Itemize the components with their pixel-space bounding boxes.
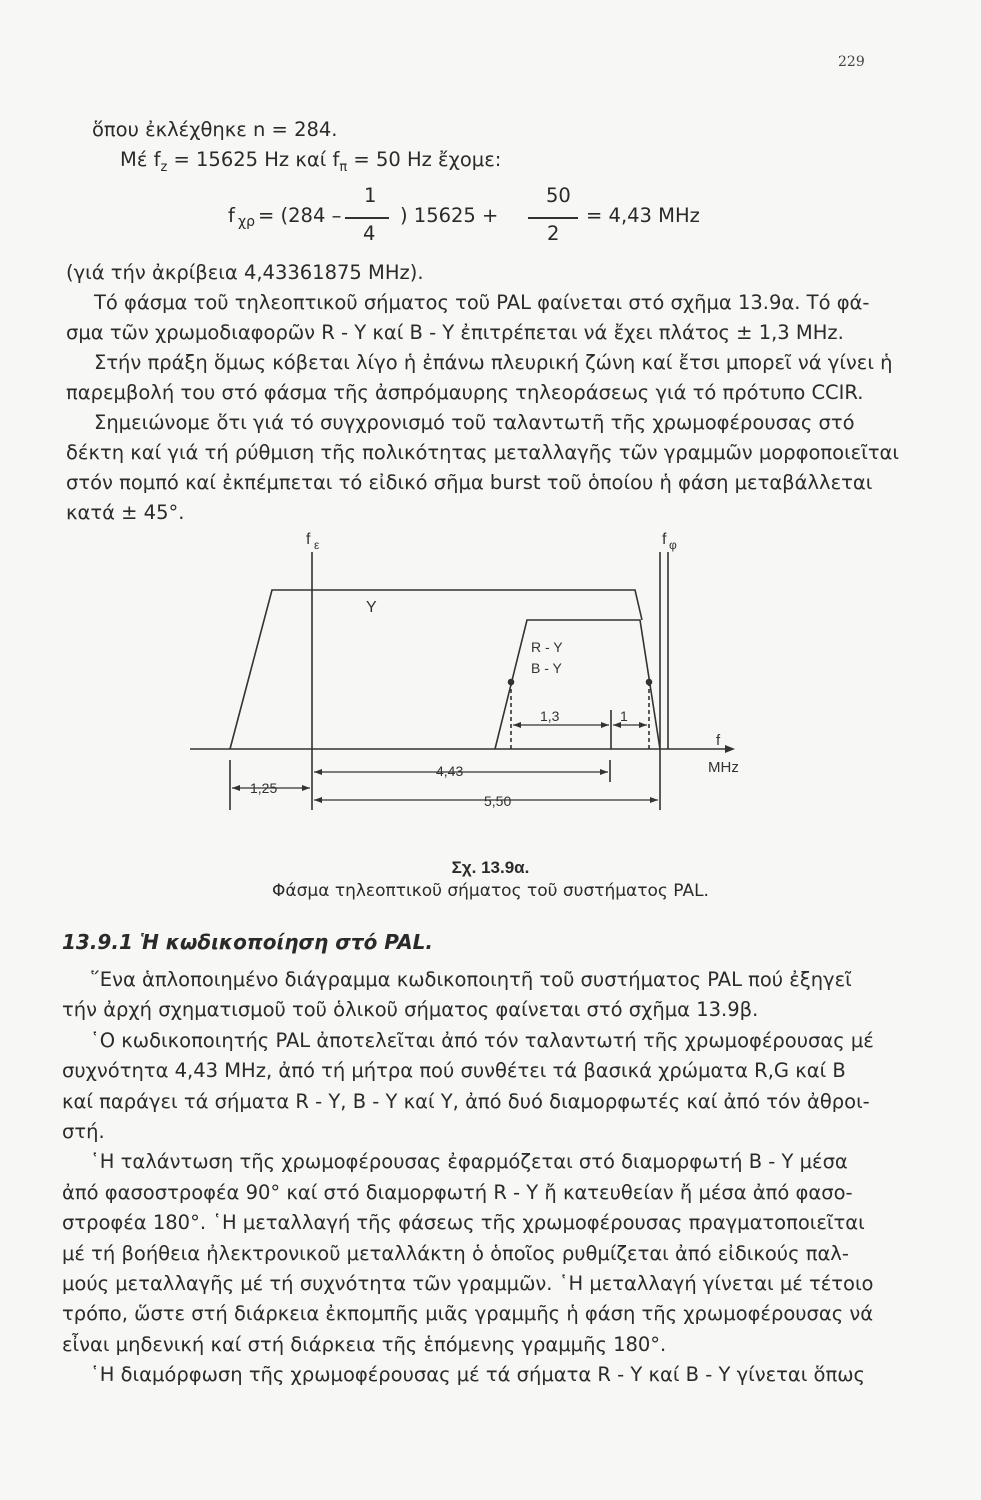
arrowhead [314, 769, 322, 775]
frac1-den: 4 [363, 222, 376, 245]
frac2-num: 50 [546, 184, 571, 207]
eq-open: = (284 – [258, 204, 342, 227]
text-line: ὅπου ἐκλέχθηκε n = 284. [92, 118, 338, 141]
frac2-den: 2 [547, 222, 560, 245]
text-line: τήν ἀρχή σχηματισμοῦ τοῦ ὁλικοῦ σήματος φαίνεται στό σχῆμα 13.9β. [62, 998, 759, 1022]
text-line: συχνότητα 4,43 MHz, ἀπό τή μήτρα πού συνθέτει τά βασικά χρώματα R,G καί B [62, 1059, 846, 1083]
text-line: μέ τή βοήθεια ἠλεκτρονικοῦ μεταλλάκτη ὁ ὁποῖος ρυθμίζεται ἀπό εἰδικούς παλ- [62, 1241, 849, 1265]
arrowhead [601, 722, 609, 728]
text-line: ῞Ενα ἁπλοποιημένο διάγραμμα κωδικοποιητῆ τοῦ συστήματος PAL πού ἐξηγεῖ [90, 968, 852, 991]
label-fe: f [306, 531, 311, 548]
text-line: στόν πομπό καί ἐκπέμπεται τό εἰδικό σῆμα burst τοῦ ὁποίου ἡ φάση μεταβάλλεται [66, 471, 873, 494]
text-line: κατά ± 45°. [66, 501, 185, 524]
arrowhead [639, 722, 647, 728]
arrowhead [600, 769, 608, 775]
label-1: 1 [620, 708, 628, 724]
axis-arrowhead [725, 745, 735, 753]
text-line: δέκτη καί γιά τή ρύθμιση τῆς πολικότητας μεταλλαγῆς τῶν γραμμῶν μορφοποιεῖται [66, 441, 900, 464]
text-line [92, 145, 900, 183]
label-5-50: 5,50 [484, 793, 512, 809]
eq-result: = 4,43 MHz [586, 204, 700, 227]
text-line: ἀπό φασοστροφέα 90° καί στό διαμορφωτή R - Y ἤ κατευθείαν ἤ μέσα ἀπό φασο- [62, 1180, 853, 1204]
frac2-line [528, 217, 578, 219]
section-heading: 13.9.1 Ἡ κωδικοποίηση στό PAL. [62, 930, 433, 954]
text-line: Σημειώνομε ὅτι γιά τό συγχρονισμό τοῦ ταλαντωτῆ τῆς χρωμοφέρουσας στό [94, 411, 855, 434]
eq-mid: ) 15625 + [400, 204, 499, 227]
text-fragment: Μέ $f_z = 15625$ Hz καί $f_\pi = 50$ Hz ἔχομε: [120, 148, 502, 175]
text-line: ῾Η διαμόρφωση τῆς χρωμοφέρουσας μέ τά σήματα R - Y καί B - Y γίνεται ὅπως [90, 1363, 865, 1387]
chroma-spectrum [495, 620, 660, 749]
label-r-y: R - Y [531, 639, 563, 655]
label-fe-sub: ε [314, 538, 320, 552]
label-fphi: f [662, 531, 667, 548]
text-line: στή. [62, 1120, 105, 1144]
text-line: παρεμβολή του στό φάσμα τῆς ἀσπρόμαυρης τηλεοράσεως γιά τό πρότυπο CCIR. [66, 381, 864, 404]
text-line: στροφέα 180°. ῾Η μεταλλαγή τῆς φάσεως τῆς χρωμοφέρουσας πραγματοποιεῖται [62, 1211, 865, 1235]
arrowhead [232, 785, 240, 791]
text-line: ῾Ο κωδικοποιητής PAL ἀποτελεῖται ἀπό τόν ταλαντωτή τῆς χρωμοφέρουσας μέ [90, 1028, 874, 1052]
equation [228, 180, 748, 250]
label-mhz: MHz [708, 759, 739, 776]
label-b-y: B - Y [531, 660, 562, 676]
label-4-43: 4,43 [436, 763, 464, 779]
arrowhead [513, 722, 521, 728]
frac1-num: 1 [364, 184, 377, 207]
arrowhead [302, 785, 310, 791]
arrowhead [650, 797, 658, 803]
paragraph-2 [62, 965, 900, 1391]
eq-lhs-sub: χρ [238, 214, 255, 230]
text-line: μούς μεταλλαγῆς μέ τή συχνότητα τῶν γραμμῶν. ῾Η μεταλλαγή γίνεται μέ τέτοιο [62, 1272, 874, 1296]
text-line: Τό φάσμα τοῦ τηλεοπτικοῦ σήματος τοῦ PAL φαίνεται στό σχῆμα 13.9α. Τό φά- [94, 291, 870, 314]
pal-spectrum-figure [190, 520, 770, 840]
label-f: f [716, 732, 721, 749]
page-number: 229 [838, 54, 865, 70]
text-line: (γιά τήν ἀκρίβεια 4,43361875 MHz). [66, 261, 424, 284]
text-line: τρόπο, ὥστε στή διάρκεια ἐκπομπῆς μιᾶς γραμμῆς ἡ φάση τῆς χρωμοφέρουσας νά [62, 1302, 874, 1326]
text-line: εἶναι μηδενική καί στή διάρκεια τῆς ἑπόμενης γραμμῆς 180°. [62, 1332, 667, 1356]
label-y: Y [366, 599, 377, 616]
label-1-25: 1,25 [250, 780, 278, 796]
text-line: καί παράγει τά σήματα R - Y, B - Y καί Y, ἀπό δυό διαμορφωτές καί ἀπό τόν ἀθροι- [62, 1089, 870, 1113]
label-fphi-sub: φ [669, 538, 677, 552]
figure-caption-title: Φάσμα τηλεοπτικοῦ σήματος τοῦ συστήματος PAL. [272, 881, 709, 901]
frac1-line [345, 217, 389, 219]
label-1-3: 1,3 [540, 708, 560, 724]
arrowhead [314, 797, 322, 803]
figure-caption-number: Σχ. 13.9α. [451, 858, 530, 877]
paragraph-1 [66, 258, 900, 528]
text-line: ῾Η ταλάντωση τῆς χρωμοφέρουσας ἐφαρμόζεται στό διαμορφωτή B - Y μέσα [90, 1150, 848, 1174]
text-line: Στήν πράξη ὅμως κόβεται λίγο ἡ ἐπάνω πλευρική ζώνη καί ἔτσι μπορεῖ νά γίνει ἡ [94, 351, 893, 374]
eq-lhs: f [228, 204, 235, 227]
text-line: σμα τῶν χρωμοδιαφορῶν R - Y καί B - Y ἐπιτρέπεται νά ἔχει πλάτος ± 1,3 MHz. [66, 321, 844, 344]
